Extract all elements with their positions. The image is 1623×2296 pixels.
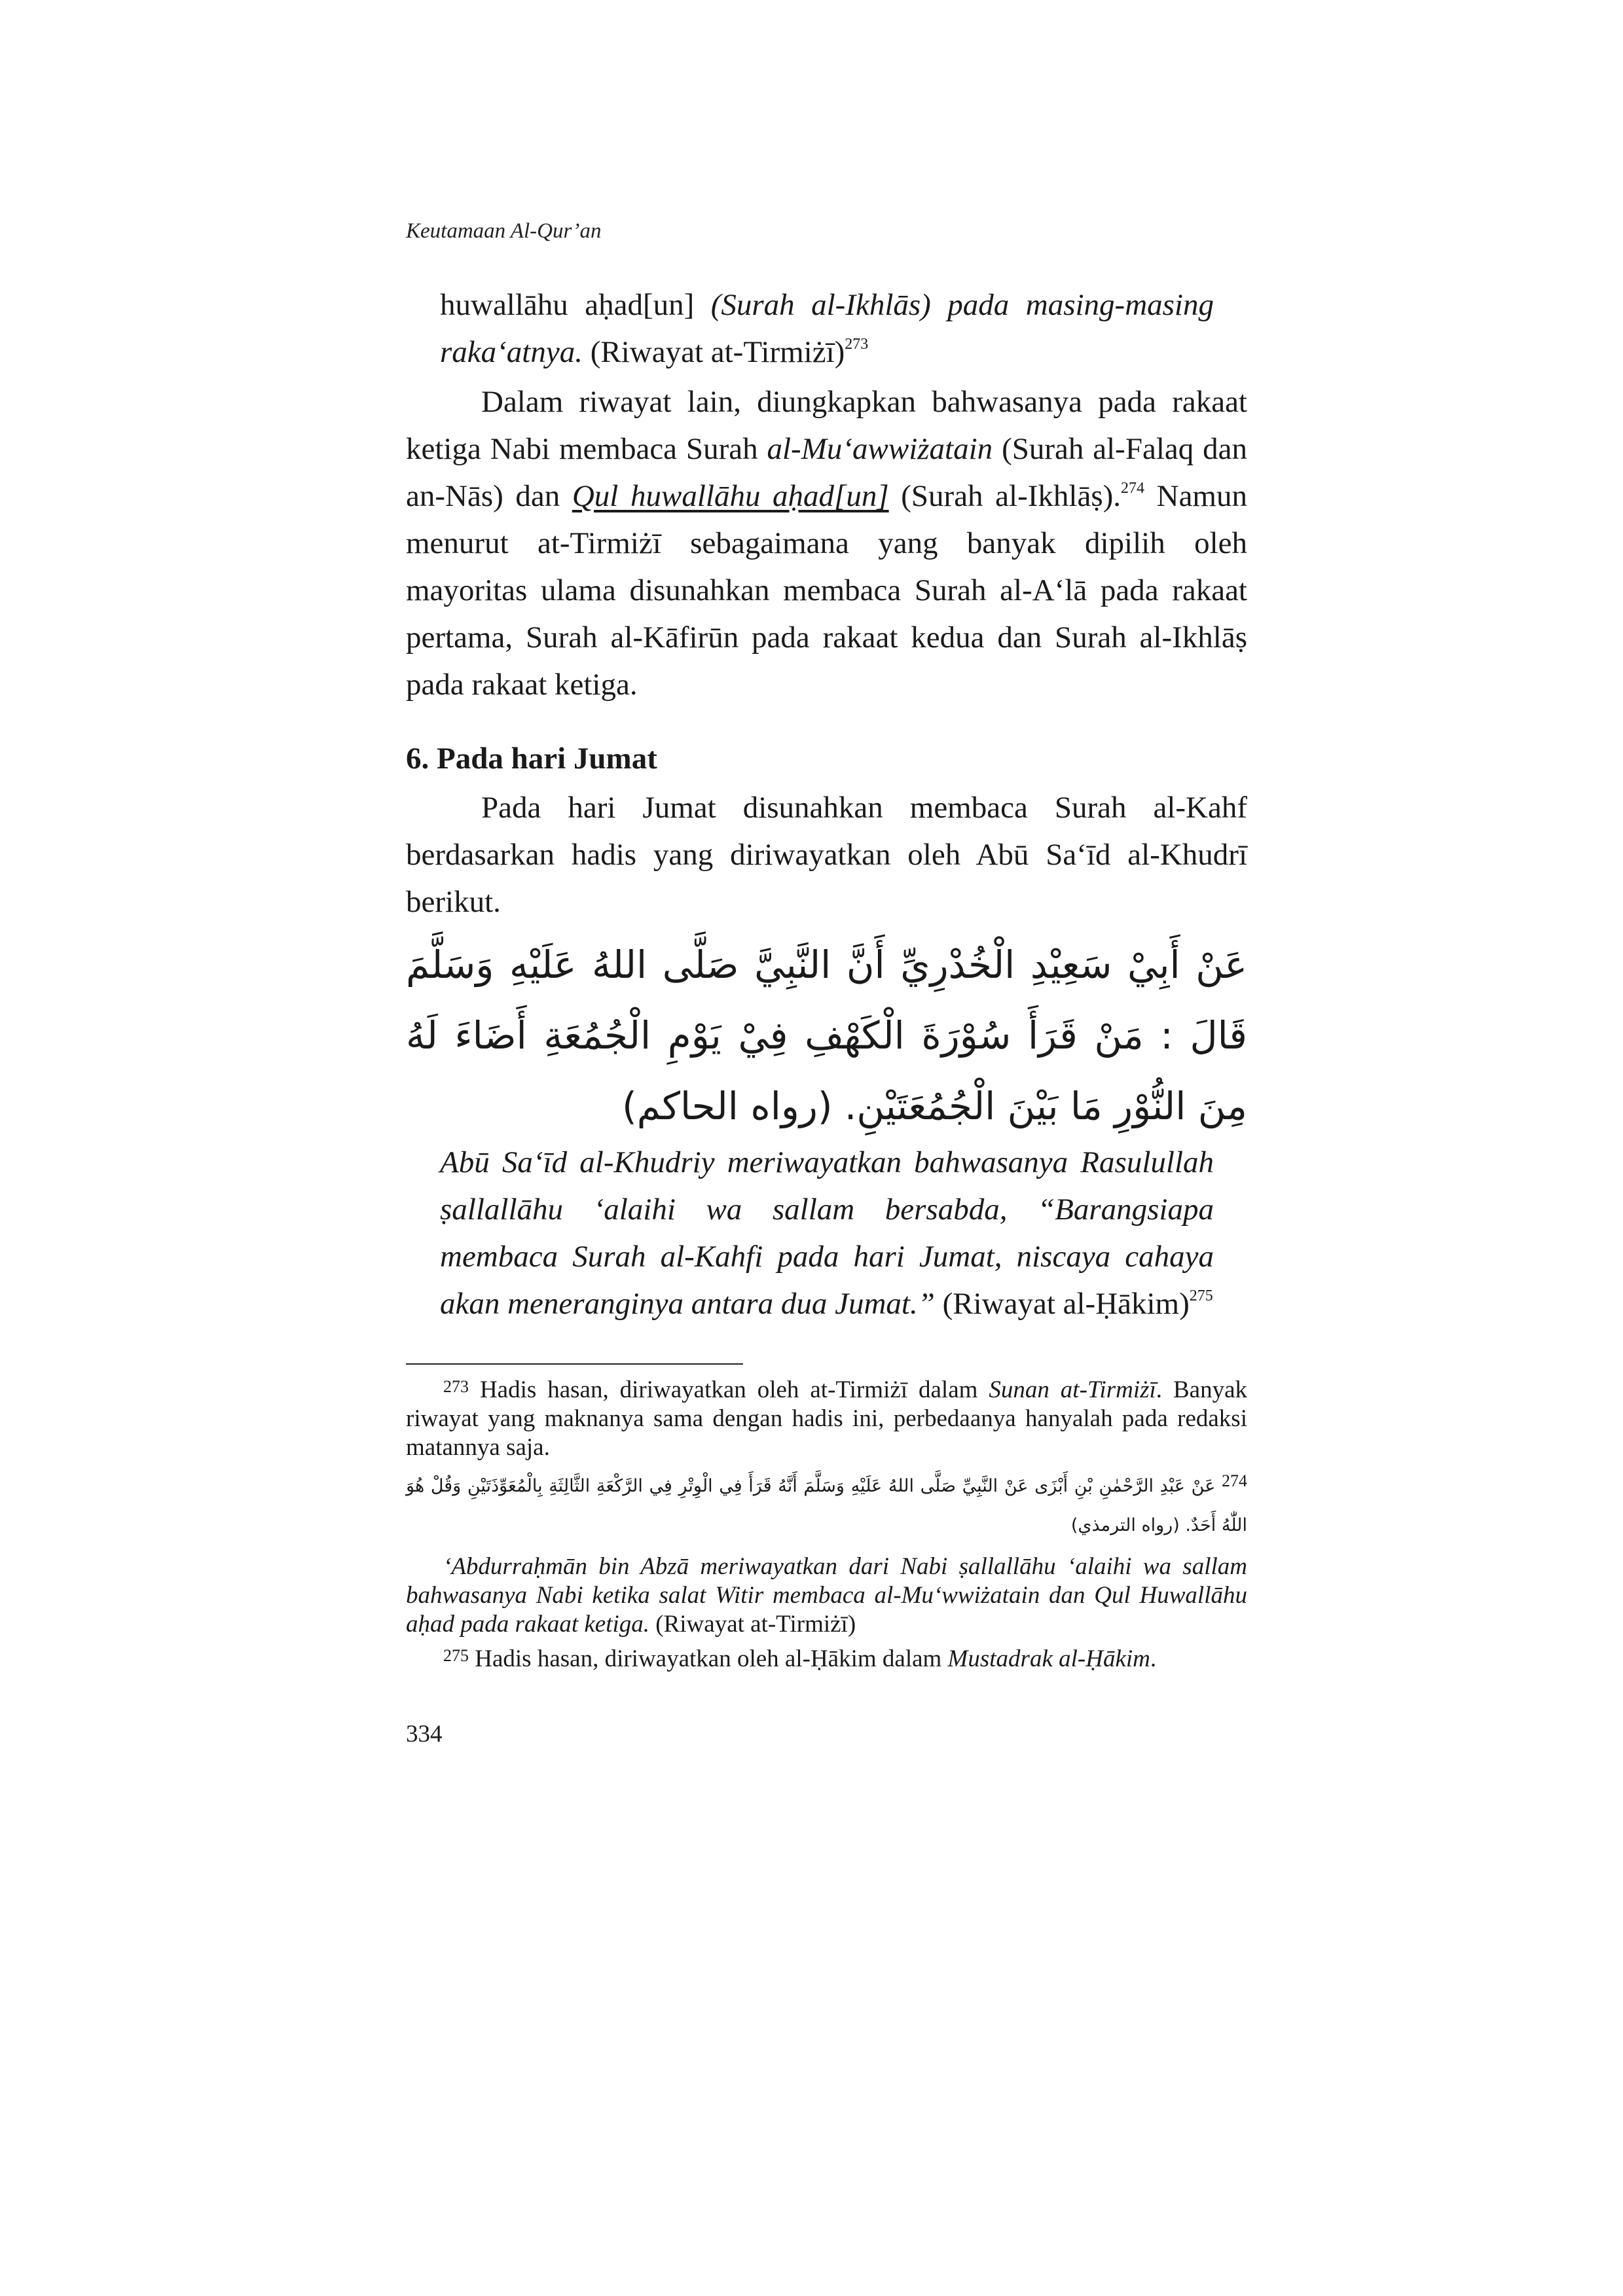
footnote-arabic-text: عَنْ عَبْدِ الرَّحْمٰنِ بْنِ أَبْزَى عَنْ النَّبِيِّ صَلَّى اللهُ عَلَيْهِ وَسَلَّمَ أَنَّهُ قَرَأَ فِي الْوِتْرِ فِي الرَّكْعَةِ الثَّالِثَةِ بِالْمُعَوِّذَتَيْنِ وَقُلْ هُوَ اللّٰهُ أَحَدٌ. (رواه الترمذي): [406, 1476, 1247, 1535]
quote-text: huwallāhu aḥad[un]: [440, 288, 711, 322]
footnote-number: 274: [1222, 1471, 1247, 1490]
footnote-ref-275[interactable]: 275: [1189, 1287, 1213, 1304]
footnote-274-arabic: [406, 1462, 1247, 1545]
page-number: 334: [406, 1721, 443, 1748]
footnote-source: (Riwayat at-Tirmiżī): [649, 1611, 856, 1638]
footnote-ref-273[interactable]: 273: [845, 336, 869, 353]
footnote-book-title: Mustadrak al-Ḥākim: [947, 1645, 1150, 1672]
quote-continuation: [440, 281, 1214, 376]
section-heading: 6. Pada hari Jumat: [406, 742, 657, 776]
footnote-274-translation: [406, 1552, 1247, 1639]
paragraph-text: (Surah al-Falaq dan an-Nās) dan: [406, 432, 1247, 513]
paragraph-hari-jumat: Pada hari Jumat disunahkan membaca Surah al-Kahf berdasarkan hadis yang diriwayatkan oleh Abū Sa‘īd al-Khudrī berikut.: [406, 791, 1247, 919]
paragraph-text: (Surah al-Ikhlāṣ).: [888, 479, 1122, 513]
paragraph-text: Namun menurut at-Tirmiżī sebagaimana yang banyak dipilih oleh mayoritas ulama disunahkan membaca Surah al-A‘lā pada rakaat pertama, Surah al-Kāfirūn pada rakaat kedua dan Surah al-Ikhlāṣ pada rakaat ketiga.: [406, 479, 1247, 702]
footnote-translation: ‘Abdurraḥmān bin Abzā meriwayatkan dari Nabi ṣallallāhu ‘alaihi wa sallam bahwasanya Nabi ketika salat Witir membaca al-Mu‘wwiżatain dan Qul Huwallāhu aḥad pada rakaat ketiga.: [406, 1553, 1247, 1638]
hadith-arabic: عَنْ أَبِيْ سَعِيْدِ الْخُدْرِيِّ أَنَّ النَّبِيَّ صَلَّى اللهُ عَلَيْهِ وَسَلَّمَ قَالَ : مَنْ قَرَأَ سُوْرَةَ الْكَهْفِ فِيْ يَوْمِ الْجُمُعَةِ أَضَاءَ لَهُ مِنَ النُّوْرِ مَا بَيْنَ الْجُمُعَتَيْنِ. (رواه الحاكم): [406, 942, 1247, 1128]
quote-source: (Riwayat at-Tirmiżī): [582, 335, 845, 369]
footnote-text: . Banyak riwayat yang maknanya sama dengan hadis ini, perbedaanya hanyalah pada redaksi matannya saja.: [406, 1376, 1247, 1461]
footnote-text: Hadis hasan, diriwayatkan oleh at-Tirmiżī dalam: [469, 1376, 989, 1403]
footnote-ref-274[interactable]: 274: [1121, 480, 1145, 497]
translation-source: (Riwayat al-Ḥākim): [934, 1287, 1190, 1321]
term-qul-huwallahu: Qul huwallāhu aḥad[un]: [572, 479, 889, 513]
footnote-number: 275: [443, 1646, 469, 1665]
hadith-translation: [440, 1139, 1214, 1327]
footnote-text: Hadis hasan, diriwayatkan oleh al-Ḥākim dalam: [469, 1645, 948, 1672]
footnote-number: 273: [443, 1377, 469, 1396]
footnote-book-title: Sunan at-Tirmiżī: [989, 1376, 1156, 1403]
footnote-divider: [406, 1363, 743, 1365]
footnote-273: [406, 1372, 1247, 1462]
term-muawwizatain: al-Mu‘awwiżatain: [767, 432, 993, 466]
running-header: Keutamaan Al-Qur’an: [406, 219, 602, 243]
quote-italic: (Surah al-Ikhlās) pada masing-masing raka‘atnya.: [440, 288, 1214, 369]
translation-text: Abū Sa‘īd al-Khudriy meriwayatkan bahwasanya Rasulullah ṣallallāhu ‘alaihi wa sallam bersabda, “Barangsiapa membaca Surah al-Kahfi pada hari Jumat, niscaya cahaya akan meneranginya antara dua Jumat.”: [440, 1145, 1214, 1321]
paragraph-riwayat-lain: [406, 378, 1247, 708]
footnote-text: .: [1150, 1645, 1157, 1672]
footnote-275: [406, 1641, 1247, 1674]
paragraph-text: Dalam riwayat lain, diungkapkan bahwasanya pada rakaat ketiga Nabi membaca Surah: [406, 385, 1247, 466]
